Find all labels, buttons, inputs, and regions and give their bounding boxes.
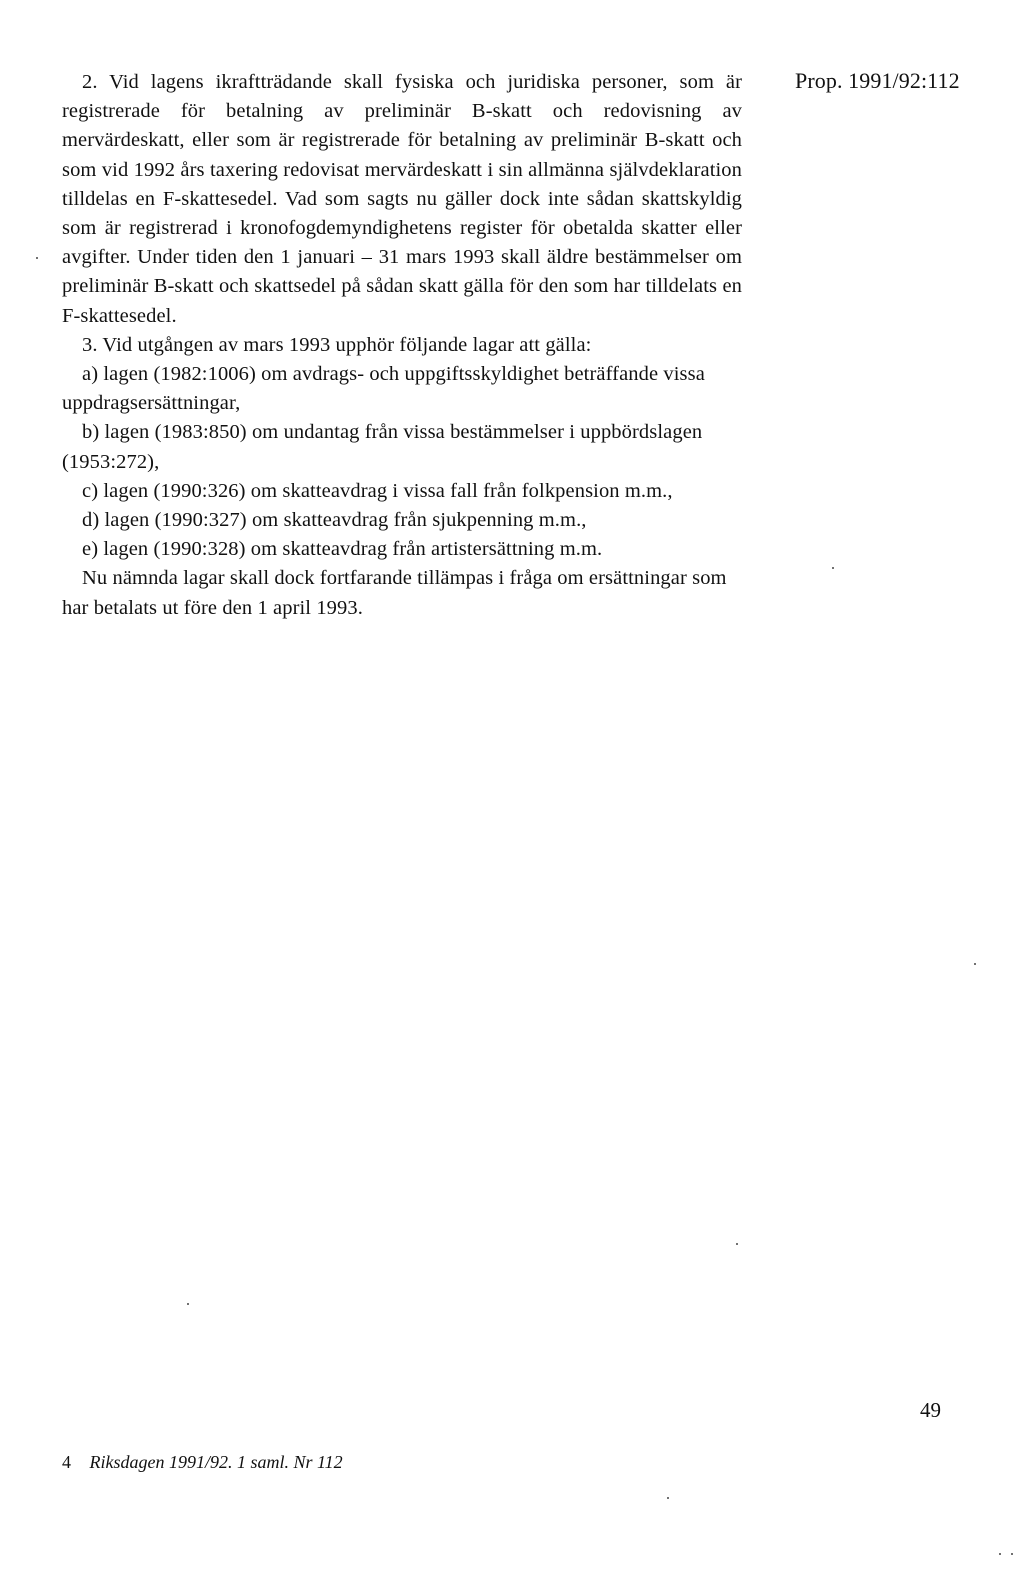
scan-speck (999, 1553, 1001, 1555)
footer-sheet-number: 4 (62, 1452, 71, 1472)
footer-reference: Riksdagen 1991/92. 1 saml. Nr 112 (89, 1452, 343, 1472)
closing-paragraph: Nu nämnda lagar skall dock fortfarande tillämpas i fråga om ersättningar som har betalats ut före den 1 april 1993. (62, 567, 727, 619)
scan-speck (36, 257, 38, 259)
paragraph-3-intro: 3. Vid utgången av mars 1993 upphör följande lagar att gälla: (82, 333, 592, 356)
page-number: 49 (920, 1398, 941, 1422)
footer (62, 1452, 343, 1473)
list-item-c: c) lagen (1990:326) om skatteavdrag i vissa fall från folkpension m.m., (82, 479, 673, 502)
document-reference: Prop. 1991/92:112 (795, 68, 960, 93)
scan-speck (187, 1303, 189, 1305)
list-item-d: d) lagen (1990:327) om skatteavdrag från sjukpenning m.m., (82, 509, 587, 532)
scan-speck (974, 963, 976, 965)
list-item-b: b) lagen (1983:850) om undantag från vissa bestämmelser i uppbördslagen (1953:272), (62, 421, 703, 473)
list-item-e: e) lagen (1990:328) om skatteavdrag från artistersättning m.m. (82, 538, 603, 561)
list-item-a: a) lagen (1982:1006) om avdrags- och uppgiftsskyldighet beträffande vissa uppdragsersättningar, (62, 363, 705, 415)
paragraph-2: 2. Vid lagens ikraftträdande skall fysiska och juridiska personer, som är registrerade för betalning av preliminär B-skatt och redovisning av mervärdeskatt, eller som är registrerade för betalning av preliminär B-skatt och som vid 1992 års taxering redovisat mervärdeskatt i sin allmänna självdeklaration tilldelas en F-skattesedel. Vad som sagts nu gäller dock inte sådan skattskyldig som är registrerad i kronofogdemyndighetens register för obetalda skatter eller avgifter. Under tiden den 1 januari – 31 mars 1993 skall äldre bestämmelser om preliminär B-skatt och skattsedel på sådan skatt gälla för den som har tilldelats en F-skattesedel. (62, 71, 742, 327)
scan-speck (736, 1243, 738, 1245)
scan-speck (667, 1497, 669, 1499)
document-body (62, 68, 742, 623)
scan-speck (1011, 1553, 1013, 1555)
scan-speck (832, 567, 834, 569)
